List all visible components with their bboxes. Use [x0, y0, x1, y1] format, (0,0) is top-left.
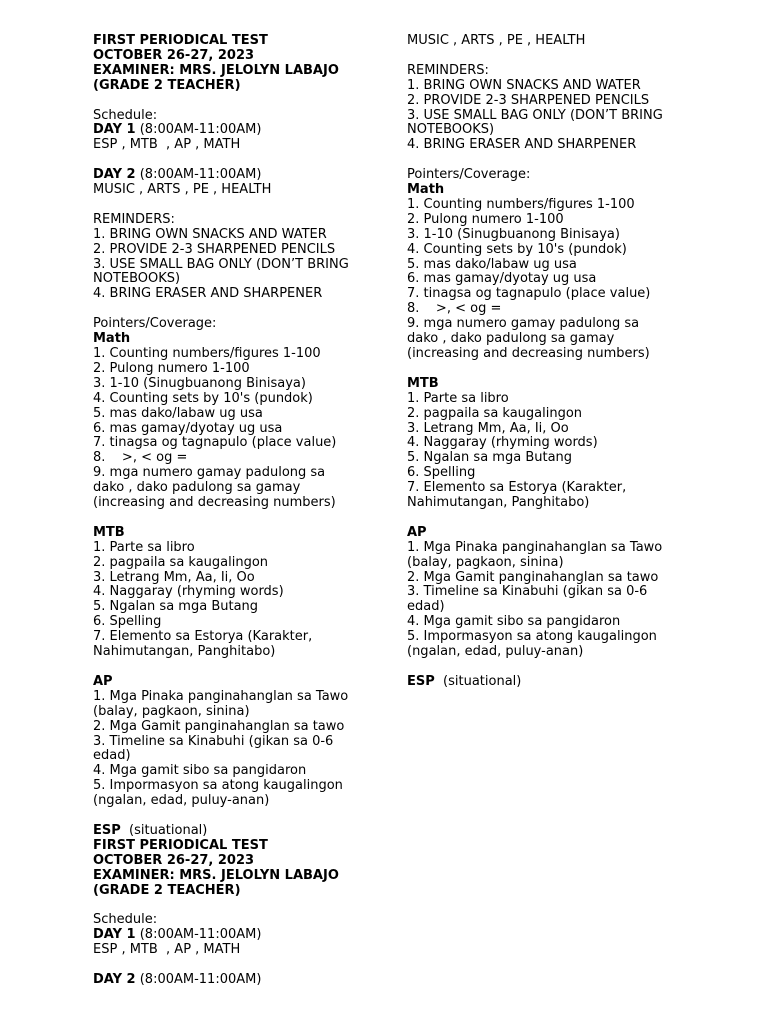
text-line: 4. Naggaray (rhyming words) [407, 435, 598, 451]
text-line: Pointers/Coverage: [407, 167, 531, 183]
left-column [93, 34, 383, 988]
text-line: 2. PROVIDE 2-3 SHARPENED PENCILS [93, 241, 336, 257]
text-line: 8. >, < og = [407, 301, 502, 317]
text-line: edad) [407, 599, 445, 615]
heading-line: Math [407, 182, 445, 198]
heading-line: MTB [93, 524, 125, 540]
text-line: 5. mas dako/labaw ug usa [93, 405, 263, 421]
text-line: NOTEBOOKS) [407, 122, 495, 138]
bold-label: DAY 2 [93, 971, 136, 987]
text-line: 1. Mga Pinaka panginahanglan sa Tawo [93, 688, 349, 704]
text-line: 4. BRING ERASER AND SHARPENER [407, 137, 637, 153]
text-line: 4. Naggaray (rhyming words) [93, 584, 284, 600]
label-detail: (8:00AM-11:00AM) [135, 927, 262, 943]
text-line: 3. 1-10 (Sinugbuanong Binisaya) [93, 375, 306, 391]
heading-line: EXAMINER: MRS. JELOLYN LABAJO [93, 867, 339, 883]
text-line: (increasing and decreasing numbers) [407, 346, 650, 361]
blank-line [93, 809, 383, 824]
text-line: ESP , MTB , AP , MATH [93, 942, 241, 958]
blank-line [93, 898, 383, 913]
blank-line [93, 153, 383, 168]
label-detail: (8:00AM-11:00AM) [135, 971, 262, 987]
text-line: 7. tinagsa og tagnapulo (place value) [407, 286, 651, 302]
text-line: 9. mga numero gamay padulong sa [93, 465, 326, 481]
blank-line [93, 94, 383, 109]
text-line: 6. mas gamay/dyotay ug usa [407, 271, 597, 287]
text-line [93, 168, 383, 183]
label-detail: (situational) [434, 673, 522, 689]
text-line: 1. Counting numbers/figures 1-100 [93, 345, 321, 361]
text-line: dako , dako padulong sa gamay [93, 480, 301, 496]
text-line: (balay, pagkaon, sinina) [407, 554, 564, 570]
text-line: 1. Counting numbers/figures 1-100 [407, 196, 635, 212]
text-line: 1. Parte sa libro [93, 539, 195, 555]
text-line: 6. Spelling [93, 614, 162, 630]
text-line: MUSIC , ARTS , PE , HEALTH [93, 182, 272, 198]
text-line: 4. Counting sets by 10's (pundok) [93, 390, 313, 406]
bold-label: DAY 1 [93, 122, 136, 138]
text-line: ESP , MTB , AP , MATH [93, 137, 241, 153]
text-line: 4. Mga gamit sibo sa pangidaron [407, 614, 621, 630]
heading-line: (GRADE 2 TEACHER) [93, 77, 241, 93]
blank-line [93, 660, 383, 675]
text-line: (ngalan, edad, puluy-anan) [93, 793, 270, 809]
text-line: 7. Elemento sa Estorya (Karakter, [407, 480, 627, 496]
heading-line: FIRST PERIODICAL TEST [93, 837, 268, 853]
heading-line: AP [407, 524, 427, 540]
text-line: 1. BRING OWN SNACKS AND WATER [407, 77, 641, 93]
text-line: 7. Elemento sa Estorya (Karakter, [93, 629, 313, 645]
right-column [407, 34, 707, 690]
bold-label: ESP [93, 822, 121, 838]
text-line: 2. Mga Gamit panginahanglan sa tawo [93, 718, 345, 734]
text-line: 4. Mga gamit sibo sa pangidaron [93, 763, 307, 779]
heading-line: AP [93, 673, 113, 689]
blank-line [407, 511, 707, 526]
text-line: edad) [93, 748, 131, 764]
bold-label: ESP [407, 673, 435, 689]
text-line: 7. tinagsa og tagnapulo (place value) [93, 435, 337, 451]
heading-line: MTB [407, 375, 439, 391]
text-line: (ngalan, edad, puluy-anan) [407, 644, 584, 660]
text-line: 3. Letrang Mm, Aa, Ii, Oo [407, 420, 569, 436]
text-line: 8. >, < og = [93, 450, 188, 466]
text-line: 2. PROVIDE 2-3 SHARPENED PENCILS [407, 92, 650, 108]
label-detail: (8:00AM-11:00AM) [135, 167, 262, 183]
text-line: 2. Pulong numero 1-100 [93, 360, 250, 376]
text-line: 3. Timeline sa Kinabuhi (gikan sa 0-6 [407, 584, 648, 600]
text-line: 3. USE SMALL BAG ONLY (DON’T BRING [407, 107, 663, 123]
blank-line [93, 958, 383, 973]
heading-line: EXAMINER: MRS. JELOLYN LABAJO [93, 62, 339, 78]
heading-line: Math [93, 331, 131, 347]
heading-line: (GRADE 2 TEACHER) [93, 882, 241, 898]
blank-line [93, 511, 383, 526]
text-line: Pointers/Coverage: [93, 316, 217, 332]
text-line: REMINDERS: [407, 62, 489, 78]
text-line: 1. Mga Pinaka panginahanglan sa Tawo [407, 539, 663, 555]
text-line: 4. Counting sets by 10's (pundok) [407, 241, 627, 257]
text-line: 9. mga numero gamay padulong sa [407, 316, 640, 332]
text-line: 1. BRING OWN SNACKS AND WATER [93, 226, 327, 242]
text-line: 3. Timeline sa Kinabuhi (gikan sa 0-6 [93, 733, 334, 749]
text-line: 5. Impormasyon sa atong kaugalingon [407, 629, 657, 645]
text-line: Schedule: [93, 107, 158, 123]
text-line [93, 123, 383, 138]
text-line: 6. mas gamay/dyotay ug usa [93, 420, 283, 436]
text-line: Schedule: [93, 912, 158, 928]
blank-line [407, 49, 707, 64]
text-line: 3. USE SMALL BAG ONLY (DON’T BRING [93, 256, 349, 272]
text-line: (balay, pagkaon, sinina) [93, 703, 250, 719]
label-detail: (situational) [120, 822, 208, 838]
blank-line [407, 660, 707, 675]
heading-line: OCTOBER 26-27, 2023 [93, 47, 255, 63]
text-line: 3. Letrang Mm, Aa, Ii, Oo [93, 569, 255, 585]
label-detail: (8:00AM-11:00AM) [135, 122, 262, 138]
blank-line [407, 362, 707, 377]
text-line: dako , dako padulong sa gamay [407, 331, 615, 347]
text-line: 6. Spelling [407, 465, 476, 481]
text-line [407, 675, 707, 690]
bold-label: DAY 2 [93, 167, 136, 183]
text-line [93, 824, 383, 839]
text-line: 2. pagpaila sa kaugalingon [93, 554, 269, 570]
blank-line [93, 198, 383, 213]
text-line [93, 928, 383, 943]
blank-line [93, 302, 383, 317]
text-line: (increasing and decreasing numbers) [93, 495, 336, 511]
text-line [93, 973, 383, 988]
text-line: 5. Ngalan sa mga Butang [407, 450, 573, 466]
text-line: Nahimutangan, Panghitabo) [93, 644, 276, 660]
text-line: 1. Parte sa libro [407, 390, 509, 406]
heading-line: FIRST PERIODICAL TEST [93, 33, 268, 48]
blank-line [407, 153, 707, 168]
text-line: REMINDERS: [93, 211, 175, 227]
text-line: NOTEBOOKS) [93, 271, 181, 287]
text-line: 5. Impormasyon sa atong kaugalingon [93, 778, 343, 794]
text-line: 3. 1-10 (Sinugbuanong Binisaya) [407, 226, 620, 242]
text-line: Nahimutangan, Panghitabo) [407, 495, 590, 511]
text-line: 5. Ngalan sa mga Butang [93, 599, 259, 615]
text-line: 5. mas dako/labaw ug usa [407, 256, 577, 272]
text-line: 2. Pulong numero 1-100 [407, 211, 564, 227]
text-line: 2. Mga Gamit panginahanglan sa tawo [407, 569, 659, 585]
text-line: MUSIC , ARTS , PE , HEALTH [407, 33, 586, 48]
text-line: 2. pagpaila sa kaugalingon [407, 405, 583, 421]
bold-label: DAY 1 [93, 927, 136, 943]
heading-line: OCTOBER 26-27, 2023 [93, 852, 255, 868]
text-line: 4. BRING ERASER AND SHARPENER [93, 286, 323, 302]
